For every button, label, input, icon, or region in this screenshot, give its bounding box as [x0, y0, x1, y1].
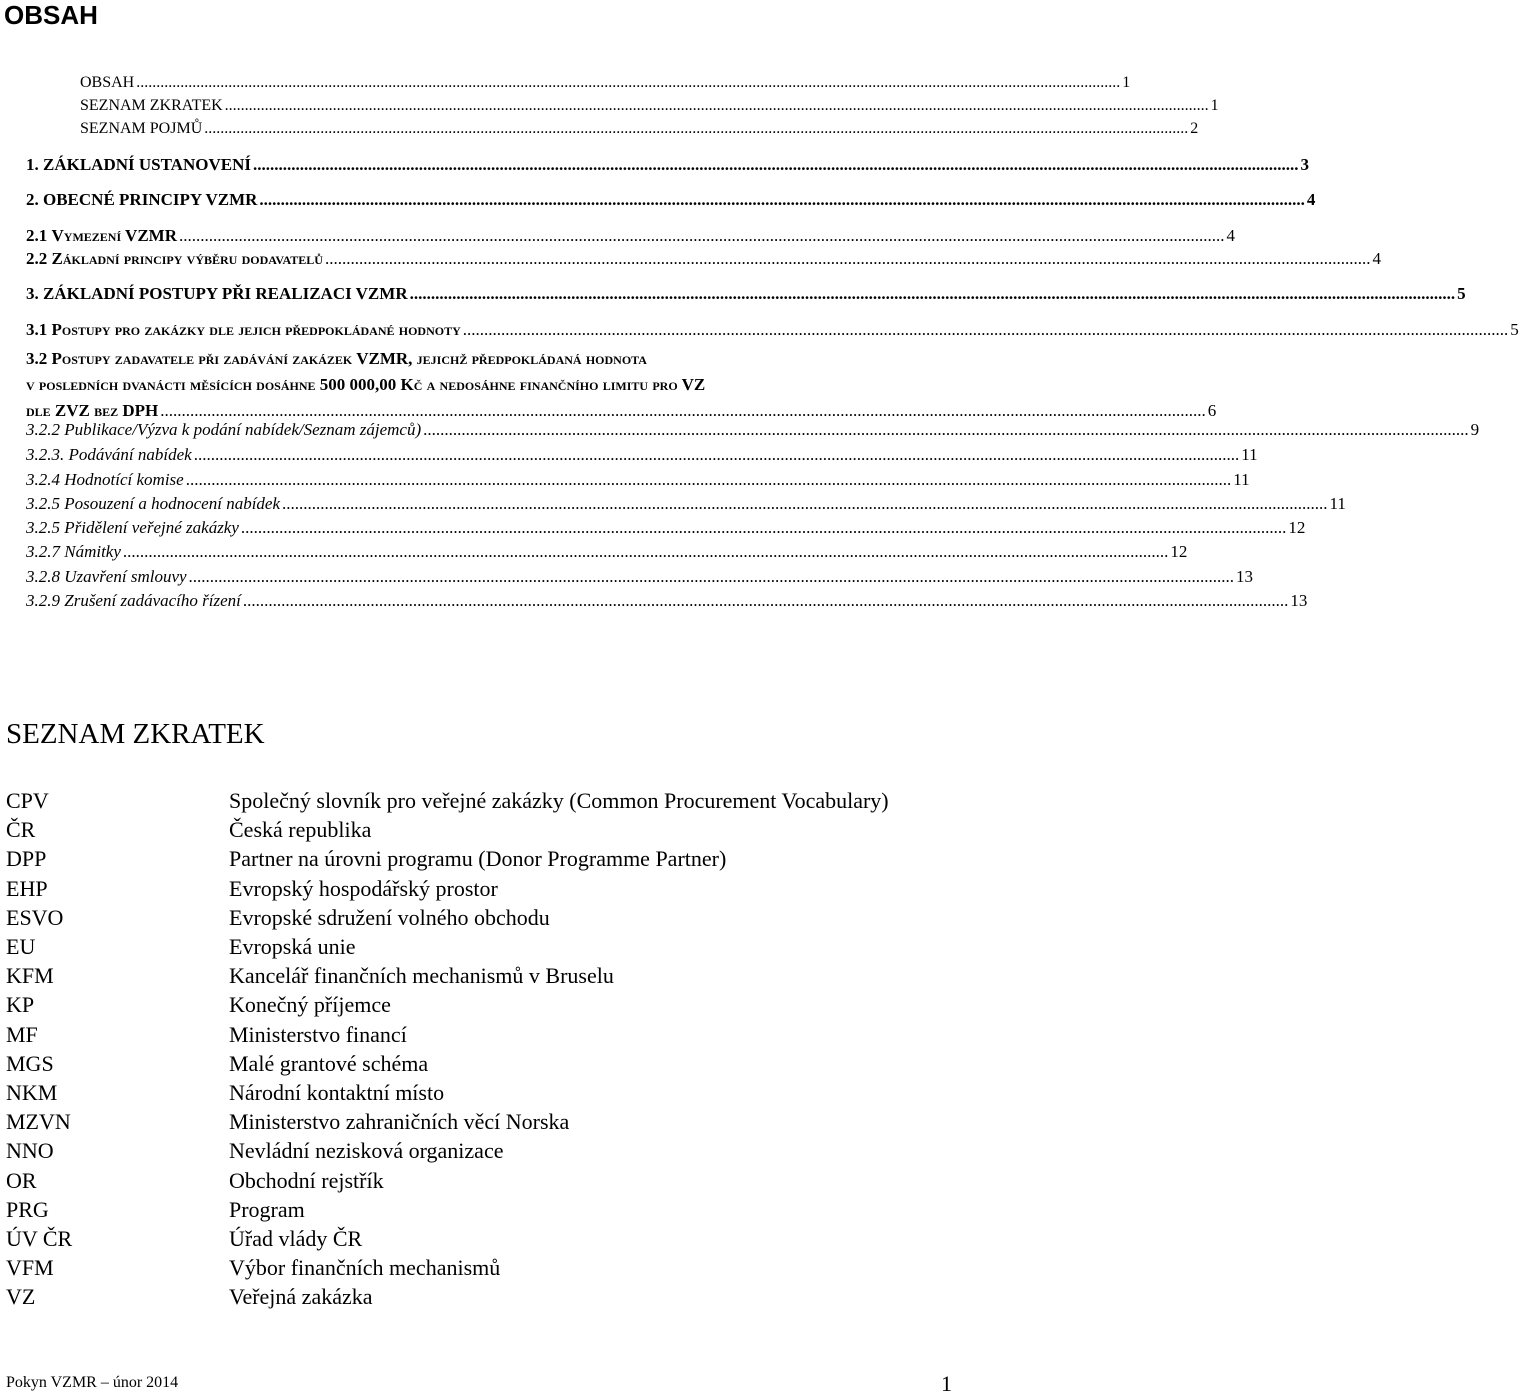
toc-leader: ...................................................................................................................................................................................................................................................... — [409, 284, 1456, 303]
toc-entry-page: 13 — [1236, 567, 1254, 586]
abbreviation-meaning: Evropská unie — [229, 934, 356, 960]
abbreviation: VZ — [6, 1284, 36, 1310]
abbreviation: NNO — [6, 1138, 54, 1164]
abbreviation-meaning: Úřad vlády ČR — [229, 1226, 363, 1252]
toc-entry-number: 3.2 — [26, 349, 48, 368]
toc-entry-3-2-8[interactable] — [26, 567, 1254, 591]
toc-leader: ...................................................................................................................................................................................................................................................... — [122, 542, 1169, 561]
abbreviation-meaning: Malé grantové schéma — [229, 1050, 429, 1076]
toc-entry-page: 5 — [1510, 320, 1519, 339]
list-item — [0, 1195, 960, 1224]
abbreviation-meaning: Kancelář finančních mechanismů v Bruselu — [229, 963, 614, 989]
toc-entry-title: Námitky — [64, 542, 121, 561]
list-item — [0, 990, 960, 1019]
toc-entry-title: Posouzení a hodnocení nabídek — [64, 494, 281, 513]
toc-entry-title: OBECNÉ PRINCIPY VZMR — [43, 190, 258, 209]
abbreviation: VFM — [6, 1255, 54, 1281]
toc-entry-3[interactable] — [26, 284, 1466, 308]
toc-entry-page: 6 — [1207, 401, 1217, 420]
abbreviation: KP — [6, 992, 35, 1018]
abbreviation: ESVO — [6, 904, 64, 930]
abbreviation-meaning: Obchodní rejstřík — [229, 1167, 384, 1193]
toc-leader: ...................................................................................................................................................................................................................................................... — [188, 567, 1235, 586]
toc-entry-number: 3.2.2 — [26, 420, 60, 439]
abbreviation: EU — [6, 934, 36, 960]
toc-entry-page: 11 — [1329, 494, 1346, 513]
abbreviation: CPV — [6, 788, 49, 813]
abbreviation: MZVN — [6, 1109, 71, 1135]
toc-leader: ...................................................................................................................................................................................................................................................... — [224, 97, 1209, 114]
toc-entry-seznam-zkratek[interactable] — [80, 97, 1219, 121]
list-item — [0, 961, 960, 990]
abbreviation-meaning: Ministerstvo financí — [229, 1021, 407, 1047]
toc-entry-page: 4 — [1306, 190, 1316, 209]
toc-entry-1[interactable] — [26, 155, 1309, 179]
list-item — [0, 844, 960, 873]
toc-entry-title-line3: dle ZVZ bez DPH — [26, 401, 159, 420]
toc-entry-obsah[interactable] — [80, 74, 1131, 98]
list-item — [0, 1020, 960, 1049]
abbreviation-meaning: Nevládní nezisková organizace — [229, 1138, 504, 1164]
toc-entry-2-2[interactable] — [26, 249, 1381, 273]
toc-entry-number: 3.2.9 — [26, 591, 60, 610]
toc-entry-title: Zrušení zadávacího řízení — [64, 591, 241, 610]
abbreviation-meaning: Česká republika — [229, 817, 372, 843]
toc-leader: ...................................................................................................................................................................................................................................................... — [193, 445, 1240, 464]
toc-entry-title: Hodnotící komise — [64, 470, 184, 489]
abbreviation: OR — [6, 1167, 37, 1193]
toc-entry-page: 2 — [1190, 120, 1199, 137]
toc-entry-title: ZÁKLADNÍ USTANOVENÍ — [43, 155, 251, 174]
toc-leader: ...................................................................................................................................................................................................................................................... — [240, 518, 1287, 537]
toc-entry-number: 1. — [26, 155, 39, 174]
toc-entry-page: 9 — [1470, 420, 1480, 439]
toc-leader: ...................................................................................................................................................................................................................................................... — [179, 226, 1225, 245]
list-item — [0, 1049, 960, 1078]
toc-entry-title: OBSAH — [80, 74, 135, 91]
list-item — [0, 815, 960, 844]
abbreviation-meaning: Konečný příjemce — [229, 992, 391, 1018]
toc-entry-title: SEZNAM ZKRATEK — [80, 97, 223, 114]
toc-entry-title: SEZNAM POJMŮ — [80, 120, 203, 137]
abbreviation: MF — [6, 1021, 38, 1047]
toc-entry-title: Publikace/Výzva k podání nabídek/Seznam zájemců) — [64, 420, 422, 439]
toc-leader: ...................................................................................................................................................................................................................................................... — [324, 249, 1371, 268]
toc-entry-number: 3.2.4 — [26, 470, 60, 489]
toc-entry-3-1[interactable] — [26, 320, 1519, 344]
toc-leader: ...................................................................................................................................................................................................................................................... — [160, 401, 1206, 420]
toc-entry-number: 3.2.7 — [26, 542, 60, 561]
list-item — [0, 874, 960, 903]
toc-leader: ...................................................................................................................................................................................................................................................... — [204, 120, 1189, 137]
toc-entry-number: 2.1 — [26, 226, 48, 245]
toc-entry-number: 3.1 — [26, 320, 48, 339]
abbreviation: ÚV ČR — [6, 1226, 73, 1252]
toc-entry-seznam-pojmu[interactable] — [80, 120, 1199, 144]
toc-entry-3-2-5a[interactable] — [26, 494, 1346, 518]
abbreviations-heading: SEZNAM ZKRATEK — [6, 718, 265, 750]
toc-entry-title: ZÁKLADNÍ POSTUPY PŘI REALIZACI VZMR — [43, 284, 408, 303]
list-item — [0, 932, 960, 961]
abbreviation-meaning: Společný slovník pro veřejné zakázky (Common Procurement Vocabulary) — [229, 788, 889, 813]
toc-entry-page: 12 — [1288, 518, 1306, 537]
toc-entry-title: Postupy pro zakázky dle jejich předpokládané hodnoty — [51, 320, 461, 339]
toc-entry-3-2-5b[interactable] — [26, 518, 1306, 542]
list-item — [0, 1282, 960, 1311]
list-item — [0, 903, 960, 932]
list-item — [0, 1166, 960, 1195]
abbreviation: PRG — [6, 1196, 49, 1222]
toc-entry-number: 3. — [26, 284, 39, 303]
toc-entry-page: 12 — [1170, 542, 1188, 561]
abbreviation-meaning: Evropský hospodářský prostor — [229, 875, 498, 901]
toc-entry-page: 11 — [1241, 445, 1258, 464]
toc-leader: ...................................................................................................................................................................................................................................................... — [462, 320, 1509, 339]
toc-entry-page: 1 — [1122, 74, 1131, 91]
abbreviation-meaning: Program — [229, 1196, 305, 1222]
toc-entry-title-line1: Postupy zadavatele při zadávání zakázek VZMR, jejichž předpokládaná hodnota — [51, 349, 647, 368]
toc-entry-3-2[interactable] — [26, 346, 1217, 424]
toc-leader: ...................................................................................................................................................................................................................................................... — [423, 420, 1469, 439]
abbreviation-meaning: Veřejná zakázka — [229, 1284, 373, 1310]
toc-entry-title: Vymezení VZMR — [51, 226, 177, 245]
toc-entry-title: Podávání nabídek — [68, 445, 192, 464]
list-item — [0, 786, 960, 815]
toc-leader: ...................................................................................................................................................................................................................................................... — [136, 74, 1121, 91]
page-footer: Pokyn VZMR – únor 2014 — [6, 1374, 179, 1391]
toc-entry-number: 3.2.3. — [26, 445, 65, 464]
abbreviation: DPP — [6, 846, 47, 872]
list-item — [0, 1136, 960, 1165]
list-item — [0, 1253, 960, 1282]
toc-leader: ...................................................................................................................................................................................................................................................... — [282, 494, 1328, 513]
toc-leader: ...................................................................................................................................................................................................................................................... — [252, 155, 1299, 174]
toc-heading: OBSAH — [4, 0, 98, 30]
toc-entry-2[interactable] — [26, 190, 1316, 214]
list-item — [0, 1107, 960, 1136]
toc-entry-number: 3.2.5 — [26, 518, 60, 537]
toc-entry-title: Přidělení veřejné zakázky — [64, 518, 239, 537]
abbreviation-meaning: Ministerstvo zahraničních věcí Norska — [229, 1109, 570, 1135]
toc-entry-3-2-9[interactable] — [26, 591, 1308, 615]
toc-entry-page: 1 — [1210, 97, 1219, 114]
toc-entry-3-2-7[interactable] — [26, 542, 1188, 566]
abbreviation: ČR — [6, 817, 36, 843]
toc-entry-page: 13 — [1290, 591, 1308, 610]
toc-entry-page: 4 — [1226, 226, 1235, 245]
abbreviation: NKM — [6, 1080, 58, 1106]
abbreviations-list — [0, 786, 960, 1312]
toc-leader: ...................................................................................................................................................................................................................................................... — [242, 591, 1289, 610]
toc-entry-number: 3.2.8 — [26, 567, 60, 586]
toc-entry-number: 2.2 — [26, 249, 48, 268]
toc-entry-title: Základní principy výběru dodavatelů — [51, 249, 323, 268]
toc-entry-3-2-2[interactable] — [26, 420, 1480, 444]
abbreviation-meaning: Výbor finančních mechanismů — [229, 1255, 501, 1281]
toc-entry-page: 4 — [1372, 249, 1381, 268]
toc-entry-title-line2: v posledních dvanácti měsících dosáhne 500 000,00 Kč a nedosáhne finančního limitu pro VZ — [26, 375, 706, 394]
toc-leader: ...................................................................................................................................................................................................................................................... — [259, 190, 1305, 209]
list-item — [0, 1078, 960, 1107]
toc-entry-title: Uzavření smlouvy — [64, 567, 187, 586]
toc-leader: ...................................................................................................................................................................................................................................................... — [185, 470, 1232, 489]
toc-entry-page: 5 — [1457, 284, 1466, 303]
list-item — [0, 1224, 960, 1253]
toc-entry-2-1[interactable] — [26, 226, 1235, 250]
abbreviation-meaning: Národní kontaktní místo — [229, 1080, 445, 1106]
toc-entry-page: 3 — [1300, 155, 1309, 174]
page-number: 1 — [941, 1371, 952, 1396]
abbreviation: EHP — [6, 875, 48, 901]
abbreviation: KFM — [6, 963, 54, 989]
abbreviation-meaning: Partner na úrovni programu (Donor Programme Partner) — [229, 846, 727, 872]
abbreviation: MGS — [6, 1050, 54, 1076]
toc-entry-number: 3.2.5 — [26, 494, 60, 513]
toc-entry-3-2-3[interactable] — [26, 445, 1258, 469]
toc-entry-page: 11 — [1233, 470, 1250, 489]
toc-entry-3-2-4[interactable] — [26, 470, 1250, 494]
toc-entry-number: 2. — [26, 190, 39, 209]
abbreviation-meaning: Evropské sdružení volného obchodu — [229, 904, 550, 930]
